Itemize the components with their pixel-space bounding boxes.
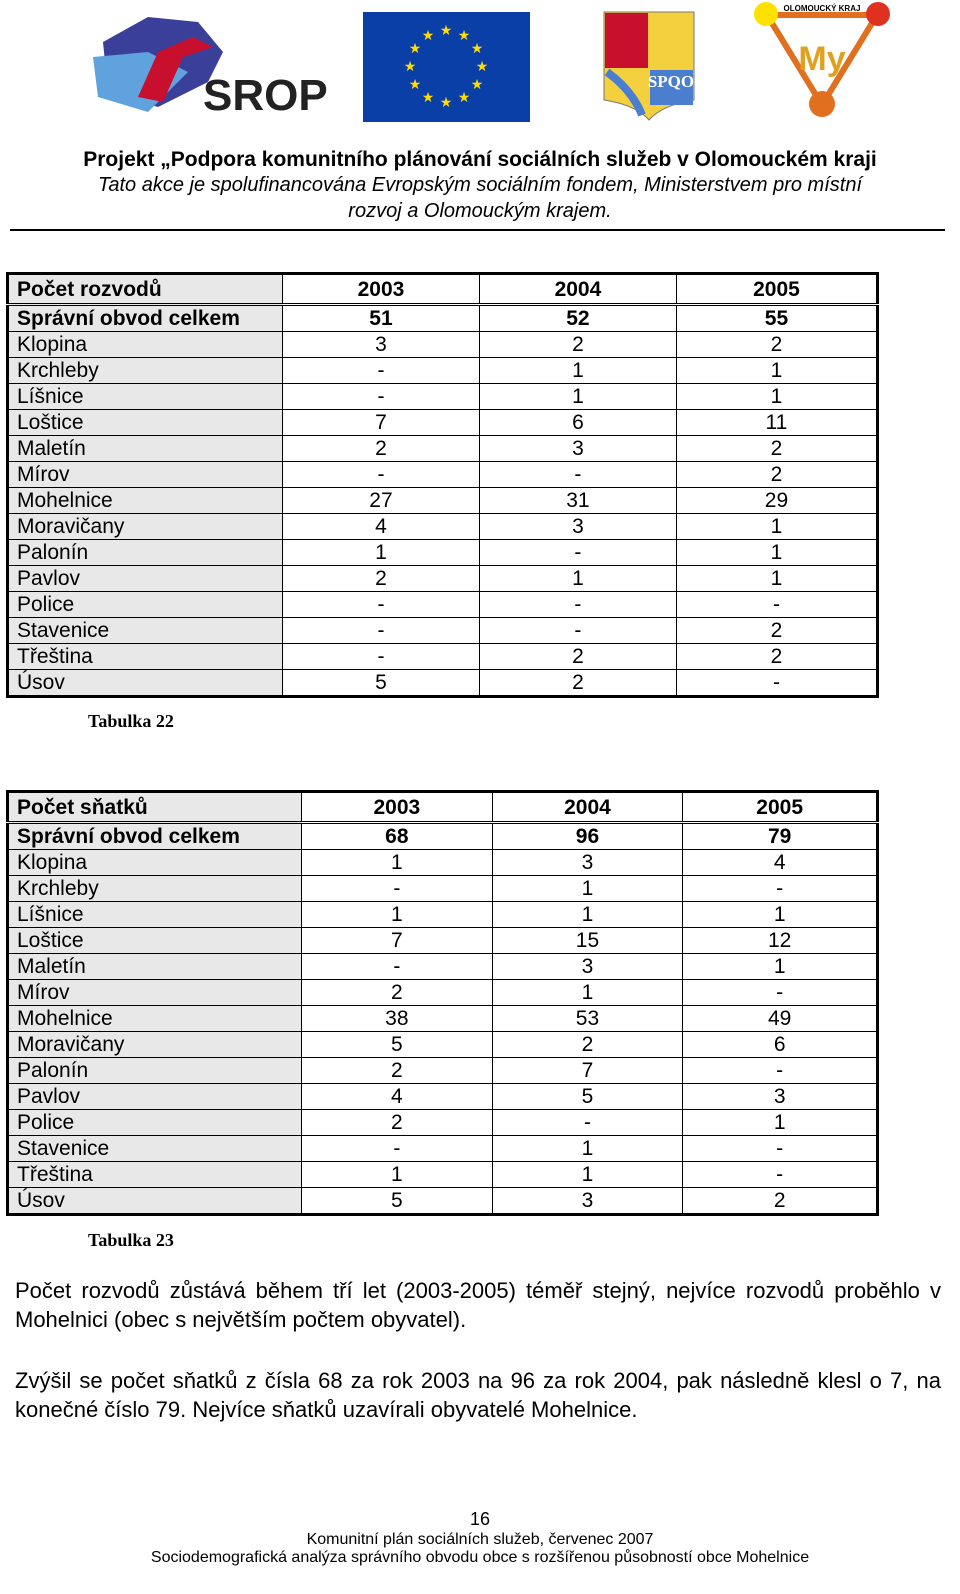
- value-cell: 96: [492, 823, 683, 850]
- value-cell: 3: [492, 1188, 683, 1215]
- municipality-cell: Krchleby: [8, 876, 302, 902]
- value-cell: 5: [302, 1188, 493, 1215]
- paragraph: Počet rozvodů zůstává během tří let (2003-2005) téměř stejný, nejvíce rozvodů proběhlo v Mohelnici (obec s největším počtem obyvatel).: [15, 1278, 941, 1332]
- value-cell: -: [479, 462, 676, 488]
- table-row: [8, 488, 878, 514]
- table-row: [8, 436, 878, 462]
- municipality-cell: Palonín: [8, 540, 283, 566]
- table-row: [8, 670, 878, 697]
- value-cell: 38: [302, 1006, 493, 1032]
- municipality-cell: Stavenice: [8, 618, 283, 644]
- table-row: [8, 954, 878, 980]
- marriages-table: [6, 790, 879, 1216]
- value-cell: -: [302, 954, 493, 980]
- table-row: [8, 850, 878, 876]
- value-cell: 5: [283, 670, 480, 697]
- table-row: [8, 1188, 878, 1215]
- value-cell: 68: [302, 823, 493, 850]
- value-cell: 3: [492, 954, 683, 980]
- value-cell: 1: [492, 980, 683, 1006]
- value-cell: 1: [283, 540, 480, 566]
- value-cell: 2: [676, 332, 877, 358]
- value-cell: 1: [676, 358, 877, 384]
- year-header-cell: 2003: [302, 792, 493, 823]
- svg-text:★: ★: [475, 58, 489, 74]
- value-cell: 6: [683, 1032, 878, 1058]
- value-cell: 7: [302, 928, 493, 954]
- value-cell: 2: [676, 644, 877, 670]
- value-cell: 1: [676, 566, 877, 592]
- eu-flag-logo: [363, 12, 530, 122]
- value-cell: 1: [683, 902, 878, 928]
- value-cell: 52: [479, 305, 676, 332]
- municipality-cell: Stavenice: [8, 1136, 302, 1162]
- value-cell: 2: [479, 332, 676, 358]
- table-title-cell: Počet sňatků: [8, 792, 302, 823]
- value-cell: 1: [676, 540, 877, 566]
- svg-text:My: My: [798, 40, 846, 78]
- value-cell: -: [479, 592, 676, 618]
- value-cell: 15: [492, 928, 683, 954]
- municipality-cell: Mohelnice: [8, 1006, 302, 1032]
- value-cell: 53: [492, 1006, 683, 1032]
- paragraph: Zvýšil se počet sňatků z čísla 68 za rok 2003 na 96 za rok 2004, pak následně klesl o 7, na konečné číslo 79. Nejvíce sňatků uzavírali obyvatelé Mohelnice.: [15, 1368, 941, 1422]
- table-row: [8, 1162, 878, 1188]
- table-row: [8, 566, 878, 592]
- value-cell: 2: [676, 462, 877, 488]
- value-cell: -: [676, 670, 877, 697]
- table-row: [8, 358, 878, 384]
- svg-text:★: ★: [421, 89, 435, 105]
- value-cell: 1: [676, 514, 877, 540]
- table-title-cell: Počet rozvodů: [8, 274, 283, 305]
- value-cell: -: [479, 540, 676, 566]
- project-header: [0, 148, 960, 224]
- municipality-cell: Správní obvod celkem: [8, 305, 283, 332]
- value-cell: -: [283, 592, 480, 618]
- total-row: [8, 305, 878, 332]
- municipality-cell: Pavlov: [8, 566, 283, 592]
- svg-text:SROP: SROP: [203, 71, 328, 120]
- municipality-cell: Klopina: [8, 332, 283, 358]
- municipality-cell: Mohelnice: [8, 488, 283, 514]
- value-cell: -: [283, 384, 480, 410]
- value-cell: 1: [683, 1110, 878, 1136]
- year-header-cell: 2004: [492, 792, 683, 823]
- value-cell: -: [283, 462, 480, 488]
- value-cell: 1: [676, 384, 877, 410]
- table-row: [8, 1084, 878, 1110]
- table-row: [8, 410, 878, 436]
- value-cell: -: [683, 980, 878, 1006]
- page-number: 16: [469, 1509, 491, 1529]
- value-cell: 1: [492, 1162, 683, 1188]
- svg-text:★: ★: [439, 94, 453, 110]
- value-cell: 1: [302, 902, 493, 928]
- table-row: [8, 1110, 878, 1136]
- value-cell: 1: [492, 876, 683, 902]
- project-title: Projekt „Podpora komunitního plánování sociálních služeb v Olomouckém kraji: [83, 148, 877, 171]
- year-header-cell: 2005: [676, 274, 877, 305]
- svg-text:★: ★: [470, 40, 484, 56]
- municipality-cell: Loštice: [8, 410, 283, 436]
- value-cell: 2: [479, 670, 676, 697]
- total-row: [8, 823, 878, 850]
- value-cell: 1: [302, 850, 493, 876]
- table-header-row: [8, 274, 878, 305]
- table-row: [8, 980, 878, 1006]
- value-cell: 51: [283, 305, 480, 332]
- olomoucky-kraj-logo: [752, 0, 892, 120]
- value-cell: -: [283, 618, 480, 644]
- value-cell: 1: [479, 358, 676, 384]
- table-row: [8, 902, 878, 928]
- value-cell: 49: [683, 1006, 878, 1032]
- footer-line2: Sociodemografická analýza správního obvodu obce s rozšířenou působností obce Mohelnice: [150, 1549, 810, 1566]
- table-caption: Tabulka 23: [88, 1230, 174, 1250]
- municipality-cell: Police: [8, 592, 283, 618]
- svg-text:OLOMOUCKÝ KRAJ: OLOMOUCKÝ KRAJ: [783, 4, 861, 13]
- municipality-cell: Líšnice: [8, 384, 283, 410]
- value-cell: 2: [302, 980, 493, 1006]
- value-cell: 2: [676, 618, 877, 644]
- value-cell: -: [302, 876, 493, 902]
- table-row: [8, 618, 878, 644]
- value-cell: 5: [302, 1032, 493, 1058]
- value-cell: 3: [683, 1084, 878, 1110]
- municipality-cell: Třeština: [8, 1162, 302, 1188]
- municipality-cell: Moravičany: [8, 1032, 302, 1058]
- value-cell: 1: [479, 384, 676, 410]
- table-row: [8, 384, 878, 410]
- value-cell: 11: [676, 410, 877, 436]
- value-cell: 7: [492, 1058, 683, 1084]
- value-cell: 2: [676, 436, 877, 462]
- municipality-cell: Maletín: [8, 954, 302, 980]
- municipality-cell: Mírov: [8, 462, 283, 488]
- value-cell: 3: [479, 436, 676, 462]
- municipality-cell: Klopina: [8, 850, 302, 876]
- svg-text:★: ★: [408, 76, 422, 92]
- svg-text:★: ★: [403, 58, 417, 74]
- value-cell: -: [683, 1058, 878, 1084]
- value-cell: 79: [683, 823, 878, 850]
- value-cell: 4: [683, 850, 878, 876]
- year-header-cell: 2004: [479, 274, 676, 305]
- municipality-cell: Úsov: [8, 1188, 302, 1215]
- spqo-coat-of-arms-logo: [602, 10, 697, 122]
- value-cell: 1: [479, 566, 676, 592]
- svg-text:★: ★: [439, 22, 453, 38]
- value-cell: -: [283, 358, 480, 384]
- value-cell: -: [683, 876, 878, 902]
- svg-text:★: ★: [470, 76, 484, 92]
- year-header-cell: 2003: [283, 274, 480, 305]
- municipality-cell: Police: [8, 1110, 302, 1136]
- svg-text:★: ★: [457, 89, 471, 105]
- value-cell: -: [283, 644, 480, 670]
- svg-text:★: ★: [408, 40, 422, 56]
- value-cell: -: [479, 618, 676, 644]
- municipality-cell: Mírov: [8, 980, 302, 1006]
- table-row: [8, 1006, 878, 1032]
- value-cell: 2: [283, 436, 480, 462]
- municipality-cell: Loštice: [8, 928, 302, 954]
- table-row: [8, 644, 878, 670]
- value-cell: 2: [492, 1032, 683, 1058]
- logo-bar: [0, 0, 960, 130]
- table-row: [8, 462, 878, 488]
- table-caption: Tabulka 22: [88, 711, 174, 731]
- value-cell: 29: [676, 488, 877, 514]
- value-cell: 27: [283, 488, 480, 514]
- value-cell: 2: [302, 1110, 493, 1136]
- table-row: [8, 1032, 878, 1058]
- value-cell: 2: [479, 644, 676, 670]
- divorces-table: [6, 272, 879, 698]
- value-cell: 5: [492, 1084, 683, 1110]
- value-cell: -: [492, 1110, 683, 1136]
- municipality-cell: Maletín: [8, 436, 283, 462]
- value-cell: 7: [283, 410, 480, 436]
- value-cell: 1: [492, 1136, 683, 1162]
- table-row: [8, 592, 878, 618]
- municipality-cell: Pavlov: [8, 1084, 302, 1110]
- municipality-cell: Palonín: [8, 1058, 302, 1084]
- project-subtitle-line2: rozvoj a Olomouckým krajem.: [348, 200, 612, 222]
- value-cell: -: [683, 1136, 878, 1162]
- value-cell: 4: [283, 514, 480, 540]
- value-cell: -: [676, 592, 877, 618]
- table-row: [8, 1058, 878, 1084]
- srop-logo: [88, 12, 328, 120]
- table-row: [8, 514, 878, 540]
- header-divider: [10, 229, 945, 231]
- value-cell: -: [683, 1162, 878, 1188]
- svg-text:★: ★: [457, 27, 471, 43]
- value-cell: 3: [492, 850, 683, 876]
- value-cell: 1: [683, 954, 878, 980]
- municipality-cell: Moravičany: [8, 514, 283, 540]
- table-header-row: [8, 792, 878, 823]
- value-cell: 3: [479, 514, 676, 540]
- value-cell: 4: [302, 1084, 493, 1110]
- municipality-cell: Krchleby: [8, 358, 283, 384]
- footer-line1: Komunitní plán sociálních služeb, červenec 2007: [306, 1531, 654, 1548]
- value-cell: 31: [479, 488, 676, 514]
- value-cell: 1: [302, 1162, 493, 1188]
- table-row: [8, 928, 878, 954]
- municipality-cell: Správní obvod celkem: [8, 823, 302, 850]
- table-row: [8, 876, 878, 902]
- value-cell: 1: [492, 902, 683, 928]
- value-cell: 6: [479, 410, 676, 436]
- svg-text:★: ★: [421, 27, 435, 43]
- value-cell: 2: [302, 1058, 493, 1084]
- value-cell: 2: [283, 566, 480, 592]
- table-row: [8, 540, 878, 566]
- municipality-cell: Líšnice: [8, 902, 302, 928]
- municipality-cell: Třeština: [8, 644, 283, 670]
- table-row: [8, 332, 878, 358]
- municipality-cell: Úsov: [8, 670, 283, 697]
- value-cell: 2: [683, 1188, 878, 1215]
- svg-text:SPQO: SPQO: [647, 72, 695, 91]
- value-cell: 3: [283, 332, 480, 358]
- year-header-cell: 2005: [683, 792, 878, 823]
- value-cell: 12: [683, 928, 878, 954]
- project-subtitle-line1: Tato akce je spolufinancována Evropským sociálním fondem, Ministerstvem pro místní: [97, 174, 863, 196]
- table-row: [8, 1136, 878, 1162]
- value-cell: -: [302, 1136, 493, 1162]
- value-cell: 55: [676, 305, 877, 332]
